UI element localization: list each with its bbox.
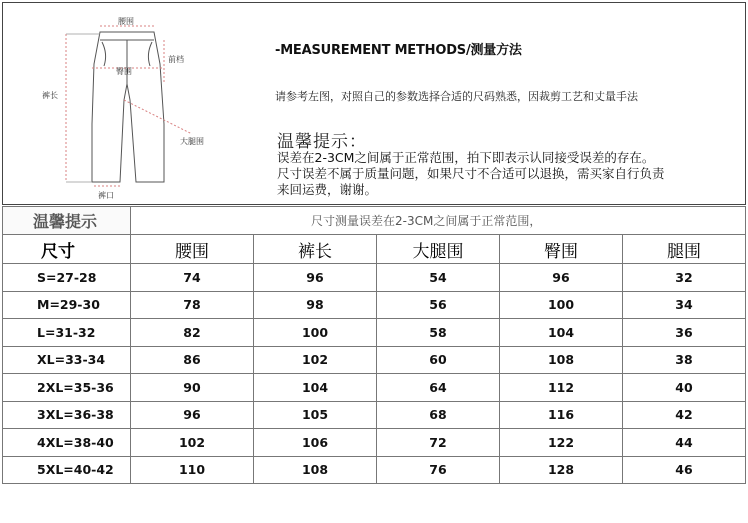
pants-outline: [92, 32, 164, 182]
measurement-cell: 82: [131, 319, 254, 347]
size-cell: S=27-28: [3, 264, 131, 292]
measurement-cell: 102: [131, 429, 254, 457]
table-note-text: 尺寸测量误差在2-3CM之间属于正常范围，: [131, 207, 746, 235]
label-rise: 前档: [168, 55, 184, 64]
measurement-cell: 42: [623, 401, 746, 429]
size-cell: 4XL=38-40: [3, 429, 131, 457]
measurement-cell: 60: [377, 346, 500, 374]
table-row: [3, 264, 746, 292]
table-row: [3, 319, 746, 347]
size-cell: 2XL=35-36: [3, 374, 131, 402]
label-hip: 臀围: [116, 67, 132, 76]
measurement-cell: 106: [254, 429, 377, 457]
measurement-cell: 128: [500, 456, 623, 484]
column-header-hip: 臀围: [500, 235, 623, 264]
table-row: [3, 401, 746, 429]
measurement-cell: 86: [131, 346, 254, 374]
measurement-cell: 68: [377, 401, 500, 429]
label-waist: 腰围: [118, 17, 134, 26]
size-cell: L=31-32: [3, 319, 131, 347]
tips-line: 尺寸误差不属于质量问题，如果尺寸不合适可以退换，需买家自行负责: [277, 166, 665, 181]
measurement-note: 请参考左图，对照自己的参数选择合适的尺码熟悉，因裁剪工艺和丈量手法: [275, 90, 638, 103]
measurement-cell: 104: [254, 374, 377, 402]
table-row: [3, 456, 746, 484]
measurement-cell: 104: [500, 319, 623, 347]
measurement-cell: 122: [500, 429, 623, 457]
label-hem: 裤口: [98, 191, 114, 200]
tips-line: 误差在2-3CM之间属于正常范围，拍下即表示认同接受误差的存在。: [277, 150, 655, 165]
label-thigh: 大腿围: [180, 137, 204, 146]
measurement-cell: 98: [254, 291, 377, 319]
measurement-cell: 100: [500, 291, 623, 319]
size-chart-table: [2, 206, 746, 484]
pants-illustration: [4, 4, 249, 203]
measurement-cell: 108: [254, 456, 377, 484]
measurement-cell: 34: [623, 291, 746, 319]
column-header-length: 裤长: [254, 235, 377, 264]
measurement-cell: 96: [500, 264, 623, 292]
measurement-cell: 58: [377, 319, 500, 347]
measurement-cell: 54: [377, 264, 500, 292]
measurement-cell: 96: [254, 264, 377, 292]
measurement-cell: 116: [500, 401, 623, 429]
column-header-size: 尺寸: [3, 235, 131, 264]
measurement-cell: 56: [377, 291, 500, 319]
column-header-thigh: 大腿围: [377, 235, 500, 264]
measurement-cell: 64: [377, 374, 500, 402]
measurement-cell: 44: [623, 429, 746, 457]
measurement-cell: 105: [254, 401, 377, 429]
size-cell: 5XL=40-42: [3, 456, 131, 484]
tips-line: 来回运费，谢谢。: [277, 182, 378, 197]
size-cell: XL=33-34: [3, 346, 131, 374]
table-row: [3, 346, 746, 374]
pocket-left: [102, 42, 106, 66]
guide-thigh: [124, 100, 192, 134]
tips-text: [277, 150, 727, 198]
measurement-cell: 40: [623, 374, 746, 402]
table-note-row: [3, 207, 746, 235]
measurement-cell: 102: [254, 346, 377, 374]
measurement-panel: [2, 2, 746, 205]
table-header-row: [3, 235, 746, 264]
measurement-cell: 46: [623, 456, 746, 484]
measurement-cell: 90: [131, 374, 254, 402]
measurement-cell: 112: [500, 374, 623, 402]
column-header-waist: 腰围: [131, 235, 254, 264]
measurement-cell: 32: [623, 264, 746, 292]
label-length: 裤长: [42, 91, 58, 100]
measurement-cell: 96: [131, 401, 254, 429]
measurement-cell: 110: [131, 456, 254, 484]
measurement-cell: 100: [254, 319, 377, 347]
size-cell: 3XL=36-38: [3, 401, 131, 429]
measurement-cell: 78: [131, 291, 254, 319]
table-row: [3, 429, 746, 457]
size-cell: M=29-30: [3, 291, 131, 319]
pocket-right: [148, 42, 152, 66]
measurement-cell: 76: [377, 456, 500, 484]
table-row: [3, 374, 746, 402]
table-note-label: 温馨提示: [3, 207, 131, 235]
pants-diagram: [4, 4, 249, 203]
measurement-cell: 36: [623, 319, 746, 347]
tips-heading: 温馨提示：: [277, 132, 367, 152]
column-header-leg: 腿围: [623, 235, 746, 264]
table-row: [3, 291, 746, 319]
measurement-cell: 74: [131, 264, 254, 292]
measurement-cell: 108: [500, 346, 623, 374]
measurement-cell: 72: [377, 429, 500, 457]
measurement-cell: 38: [623, 346, 746, 374]
measurement-methods-title: -MEASUREMENT METHODS/测量方法: [275, 43, 522, 58]
